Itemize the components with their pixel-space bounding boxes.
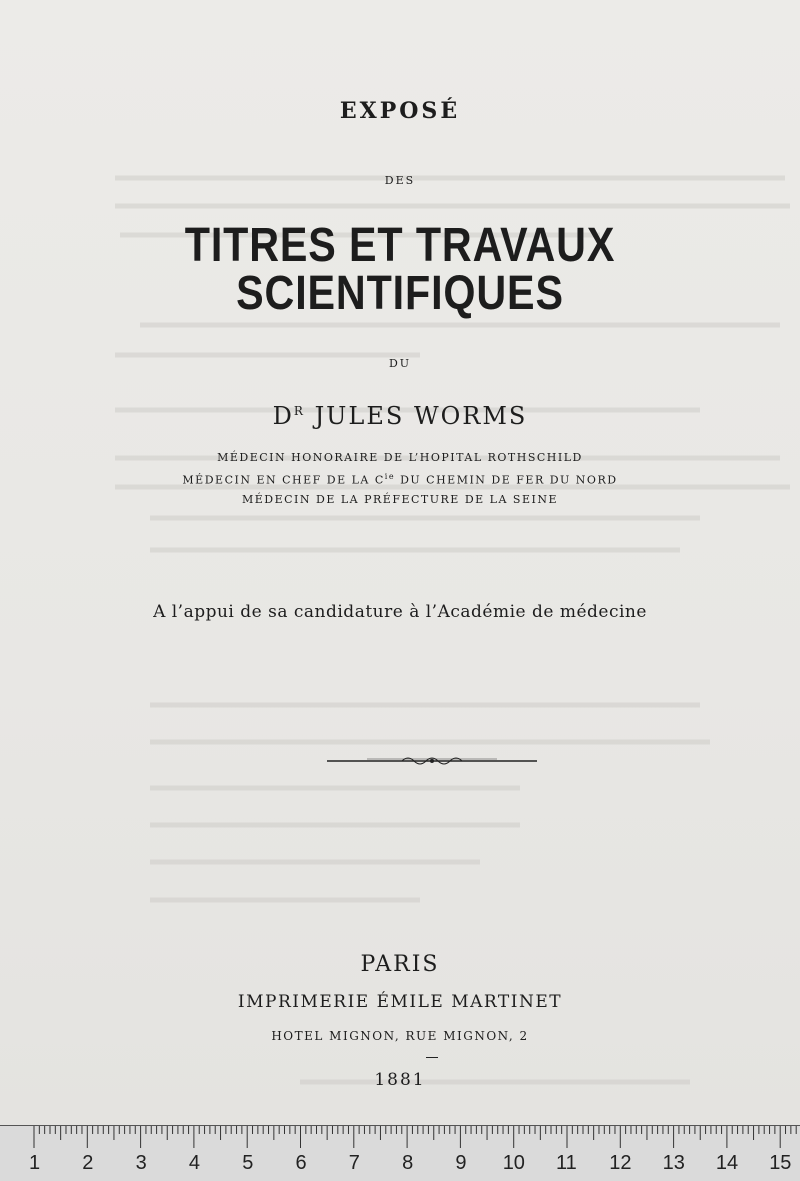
author-prefix-superscript: R [293,404,305,418]
ruler-label: 11 [556,1152,577,1174]
ruler-label: 14 [715,1152,739,1174]
ruler-label: 2 [82,1152,94,1174]
connector-des: DES [384,174,416,187]
measurement-ruler [0,1125,800,1181]
role-prefecture: MÉDECIN DE LA PRÉFECTURE DE LA SEINE [242,493,558,506]
role-chemin-part2: DU CHEMIN DE FER DU NORD [400,473,618,487]
main-title: TITRES ET TRAVAUX SCIENTIFIQUES [184,219,616,320]
ruler-label: 3 [135,1152,147,1174]
ruler-label: 13 [662,1152,685,1174]
ruler-label: 5 [242,1152,254,1174]
imprint-dash [426,1057,438,1058]
candidature-statement: A l’appui de sa candidature à l’Académie de médecine [153,602,647,622]
ruler-label: 7 [348,1152,360,1174]
role-rothschild: MÉDECIN HONORAIRE DE L’HOPITAL ROTHSCHILD [217,451,583,464]
role-chemin-superscript: ie [384,472,396,481]
imprint-city: PARIS [360,952,440,977]
imprint-address: HOTEL MIGNON, RUE MIGNON, 2 [271,1029,529,1043]
author-line [0,402,800,430]
ruler-label: 15 [769,1152,792,1174]
ruler-label: 12 [609,1152,632,1174]
ruler-label: 8 [402,1152,414,1174]
heading-expose: EXPOSÉ [339,98,461,124]
author-prefix: D [272,402,294,430]
ruler-label: 10 [502,1152,525,1174]
role-chemin-part1: MÉDECIN EN CHEF DE LA C [182,473,385,487]
imprint-year: 1881 [374,1070,426,1090]
ruler-label: 9 [455,1152,467,1174]
ruler-label: 6 [295,1152,307,1174]
decorative-rule-ornament [327,754,537,768]
connector-du: DU [388,357,412,370]
ruler-label: 1 [29,1152,41,1174]
ruler-label: 4 [188,1152,201,1174]
imprint-printer: IMPRIMERIE ÉMILE MARTINET [237,992,563,1012]
author-name: JULES WORMS [314,402,528,430]
role-chemin-de-fer [0,472,800,487]
